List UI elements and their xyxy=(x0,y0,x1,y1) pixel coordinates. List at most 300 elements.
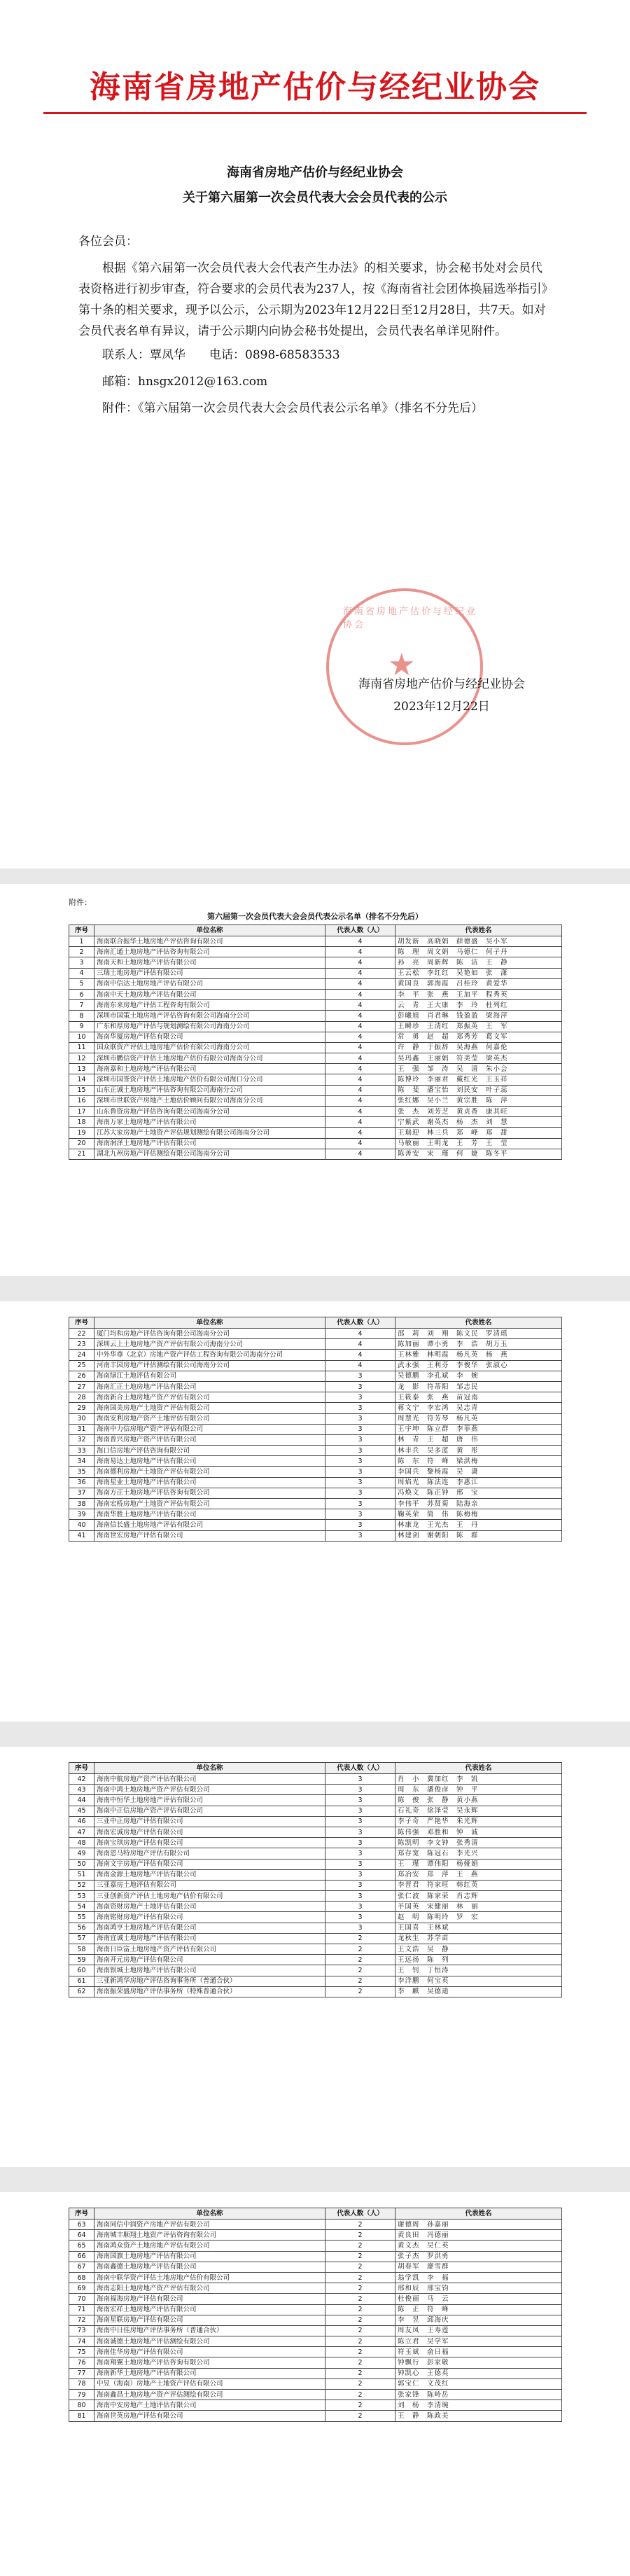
row-rep-names: 李 平 张 燕 王加平 程秀英 xyxy=(396,989,562,999)
row-rep-count: 3 xyxy=(326,1413,396,1424)
row-rep-count: 4 xyxy=(326,1064,396,1074)
row-rep-names: 王 静 陈政美 xyxy=(396,2411,562,2421)
row-rep-count: 3 xyxy=(326,1371,396,1381)
row-rep-names: 龙 影 符蒂阳 邹志民 xyxy=(396,1381,562,1392)
table-row xyxy=(69,1371,562,1381)
row-unit-name: 国众联资产评估土地房地产估价有限公司海南分公司 xyxy=(94,1042,326,1053)
row-rep-names: 宁紫武 谢英杰 杨 杰 刘 慧 xyxy=(396,1117,562,1128)
row-unit-name: 海南鸿亨土地房地产评估有限公司 xyxy=(94,1923,326,1933)
row-rep-names: 云 青 王大康 李 玲 杜列红 xyxy=(396,1000,562,1011)
table-row xyxy=(69,1011,562,1021)
row-rep-count: 4 xyxy=(326,1149,396,1159)
row-index: 50 xyxy=(69,1859,94,1869)
row-rep-count: 3 xyxy=(326,1869,396,1880)
row-rep-count: 4 xyxy=(326,957,396,968)
row-unit-name: 海南日臣富土地房地产资产评估有限公司 xyxy=(94,1944,326,1955)
row-rep-names: 钟凯心 王德英 xyxy=(396,2368,562,2378)
row-rep-count: 2 xyxy=(326,1965,396,1976)
annex-sheet-1 xyxy=(69,896,561,1160)
row-unit-name: 海南星业土地房地产评估有限公司 xyxy=(94,1477,326,1488)
row-rep-names: 李 昱 邱海庆 xyxy=(396,2315,562,2325)
row-index: 38 xyxy=(69,1499,94,1509)
col-header-names: 代表姓名 xyxy=(396,1317,562,1329)
row-unit-name: 海南文宇房地产评估有限公司 xyxy=(94,1859,326,1869)
row-rep-names: 周焰光 陈法连 李惠江 xyxy=(396,1477,562,1488)
table-row xyxy=(69,1827,562,1837)
table-row xyxy=(69,957,562,968)
row-rep-names: 赵 明 陈明玲 罗 宏 xyxy=(396,1912,562,1923)
row-rep-count: 2 xyxy=(326,2294,396,2304)
row-rep-names: 周慧光 符芳琴 杨凡英 xyxy=(396,1413,562,1424)
row-index: 47 xyxy=(69,1827,94,1837)
row-index: 66 xyxy=(69,2251,94,2262)
row-index: 77 xyxy=(69,2368,94,2378)
row-unit-name: 海南鑫德土地房地产评估有限公司 xyxy=(94,2262,326,2272)
row-rep-count: 3 xyxy=(326,1499,396,1509)
row-index: 1 xyxy=(69,936,94,947)
row-index: 32 xyxy=(69,1434,94,1445)
row-index: 41 xyxy=(69,1530,94,1541)
row-rep-count: 2 xyxy=(326,2378,396,2389)
row-rep-names: 陈凯明 李文钟 张秀清 xyxy=(396,1838,562,1848)
row-rep-names: 吴德鹏 李孔斌 李 婉 xyxy=(396,1371,562,1381)
table-row xyxy=(69,1477,562,1488)
row-unit-name: 海南新合土地房地产资产评估有限公司 xyxy=(94,1392,326,1403)
col-header-unit: 单位名称 xyxy=(94,1763,326,1774)
row-index: 23 xyxy=(69,1339,94,1350)
row-rep-count: 4 xyxy=(326,1128,396,1138)
row-rep-names: 谢德周 孙嘉丽 xyxy=(396,2220,562,2230)
row-rep-count: 3 xyxy=(326,1520,396,1530)
row-index: 71 xyxy=(69,2304,94,2315)
table-row xyxy=(69,1488,562,1498)
row-rep-names: 陈 正 符 峰 xyxy=(396,2304,562,2315)
row-unit-name: 海南汇通土地房地产评估咨询有限公司 xyxy=(94,947,326,957)
row-unit-name: 海南中安房地产土地评估有限公司 xyxy=(94,2400,326,2411)
row-unit-name: 海南德利房地产土地资产评估有限公司 xyxy=(94,1467,326,1477)
row-rep-names: 胡发新 高晓娟 薛德盛 吴小军 xyxy=(396,936,562,947)
row-unit-name: 深圳市国策土地房地产评估咨询有限公司海南分公司 xyxy=(94,1011,326,1021)
row-index: 27 xyxy=(69,1381,94,1392)
row-unit-name: 厦门均和房地产评估咨询有限公司海南分公司 xyxy=(94,1329,326,1339)
table-row xyxy=(69,1424,562,1434)
row-rep-names: 王瞬珍 王清红 郑振英 王 军 xyxy=(396,1021,562,1032)
row-rep-count: 3 xyxy=(326,1774,396,1785)
row-rep-count: 4 xyxy=(326,947,396,957)
row-rep-names: 黄良田 冯德丽 xyxy=(396,2230,562,2241)
row-unit-name: 海南世宏房地产评估有限公司 xyxy=(94,1530,326,1541)
table-row xyxy=(69,1085,562,1095)
official-seal-stamp: 海南省房地产估价与经纪业协会 ★ xyxy=(326,588,483,745)
row-index: 19 xyxy=(69,1128,94,1138)
table-row xyxy=(69,1381,562,1392)
row-index: 17 xyxy=(69,1107,94,1117)
row-rep-count: 3 xyxy=(326,1477,396,1488)
row-rep-count: 3 xyxy=(326,1434,396,1445)
row-rep-names: 王林雅 林明霞 杨凡英 杨 燕 xyxy=(396,1350,562,1360)
table-row xyxy=(69,1774,562,1785)
table-row xyxy=(69,1965,562,1976)
row-rep-names: 陈 俊 张 静 黄小燕 xyxy=(396,1795,562,1806)
row-unit-name: 三亚创新资产评估土地房地产估价有限公司 xyxy=(94,1891,326,1902)
row-rep-count: 2 xyxy=(326,2283,396,2294)
row-unit-name: 海南铭财房地产评估有限公司 xyxy=(94,1912,326,1923)
table-row xyxy=(69,2272,562,2283)
row-rep-count: 2 xyxy=(326,1933,396,1944)
table-row xyxy=(69,1456,562,1467)
table-row xyxy=(69,2378,562,2389)
row-rep-names: 陈立君 吴学军 xyxy=(396,2336,562,2347)
row-rep-names: 王远扬 陈 列 xyxy=(396,1955,562,1965)
row-index: 62 xyxy=(69,1986,94,1997)
row-rep-names: 周友凤 王寿莲 xyxy=(396,2325,562,2336)
row-index: 2 xyxy=(69,947,94,957)
row-index: 28 xyxy=(69,1392,94,1403)
row-unit-name: 海南同信中润资产房地产评估有限公司 xyxy=(94,2220,326,2230)
member-table xyxy=(69,2208,562,2422)
table-header-row xyxy=(69,1763,562,1774)
row-rep-names: 王 强 邹 涛 吴 清 朱小会 xyxy=(396,1064,562,1074)
banner-divider xyxy=(43,112,587,114)
row-unit-name: 海南资财房地产土地评估有限公司 xyxy=(94,1902,326,1912)
table-row xyxy=(69,2230,562,2241)
row-index: 11 xyxy=(69,1042,94,1053)
row-rep-names: 鞠英荣 简 伟 陈梅梅 xyxy=(396,1509,562,1520)
row-index: 14 xyxy=(69,1074,94,1085)
table-row xyxy=(69,1042,562,1053)
row-unit-name: 海南世英房地产评估有限公司 xyxy=(94,2411,326,2421)
table-row xyxy=(69,989,562,999)
notice-title-line1: 海南省房地产估价与经纪业协会 xyxy=(227,165,403,180)
table-row xyxy=(69,1434,562,1445)
table-row xyxy=(69,2262,562,2272)
row-rep-count: 3 xyxy=(326,1488,396,1498)
row-unit-name: 海南宝琪房地产评估有限公司 xyxy=(94,1838,326,1848)
table-row xyxy=(69,1891,562,1902)
row-rep-names: 张子杰 罗洪勇 xyxy=(396,2251,562,2262)
table-row xyxy=(69,1446,562,1456)
row-index: 8 xyxy=(69,1011,94,1021)
row-rep-count: 4 xyxy=(326,1138,396,1149)
table-row xyxy=(69,1021,562,1032)
row-unit-name: 海南中恒华土地房地产评估有限公司 xyxy=(94,1795,326,1806)
table-row xyxy=(69,1976,562,1986)
row-unit-name: 江苏大家房地产土地资产评估规划测绘有限公司海南分公司 xyxy=(94,1128,326,1138)
signature-org: 海南省房地产估价与经纪业协会 xyxy=(358,677,525,691)
row-index: 36 xyxy=(69,1477,94,1488)
table-row xyxy=(69,2315,562,2325)
row-index: 33 xyxy=(69,1446,94,1456)
row-rep-names: 王宇坤 陈立群 李菲燕 xyxy=(396,1424,562,1434)
col-header-index: 序号 xyxy=(69,1763,94,1774)
row-rep-count: 4 xyxy=(326,1011,396,1021)
row-rep-count: 2 xyxy=(326,2241,396,2251)
row-index: 18 xyxy=(69,1117,94,1128)
row-rep-names: 张家锋 陈岭岳 xyxy=(396,2390,562,2400)
row-rep-count: 4 xyxy=(326,989,396,999)
col-header-unit: 单位名称 xyxy=(94,925,326,936)
row-rep-names: 蒋文宁 李宏鸿 吴志青 xyxy=(396,1403,562,1413)
notice-title-line2: 关于第六届第一次会员代表大会会员代表的公示 xyxy=(183,191,447,205)
row-rep-names: 李伟平 苏贤菊 陆海亲 xyxy=(396,1499,562,1509)
row-unit-name: 深圳市世联资产房地产土地估价顾问有限公司海南分公司 xyxy=(94,1095,326,1106)
annex-sheet-3 xyxy=(69,1762,561,1997)
annex-page-3 xyxy=(0,1747,630,2167)
row-rep-count: 4 xyxy=(326,1032,396,1042)
row-index: 57 xyxy=(69,1933,94,1944)
row-rep-names: 陈博玲 李丽君 戴红光 王玉祥 xyxy=(396,1074,562,1085)
row-unit-name: 海南国旗土地房地产评估有限公司 xyxy=(94,2251,326,2262)
row-rep-names: 王瑞迎 林三兵 郑 峰 郑 甜 xyxy=(396,1128,562,1138)
row-rep-names: 王 钊 丁恒涛 xyxy=(396,1965,562,1976)
row-index: 34 xyxy=(69,1456,94,1467)
row-index: 12 xyxy=(69,1053,94,1064)
table-row xyxy=(69,1128,562,1138)
row-rep-count: 3 xyxy=(326,1880,396,1890)
row-rep-names: 张红娜 吴小兰 黄宗胜 陈 萍 xyxy=(396,1095,562,1106)
row-rep-count: 4 xyxy=(326,1360,396,1371)
row-index: 16 xyxy=(69,1095,94,1106)
row-unit-name: 海南汇正土地房地产评估有限公司 xyxy=(94,1381,326,1392)
member-table xyxy=(69,925,562,1160)
table-row xyxy=(69,2294,562,2304)
row-index: 58 xyxy=(69,1944,94,1955)
row-rep-names: 李子奇 严艳华 朱光辉 xyxy=(396,1816,562,1827)
row-index: 76 xyxy=(69,2357,94,2368)
row-unit-name: 海南普兴房地产资产评估有限公司 xyxy=(94,1434,326,1445)
row-rep-count: 4 xyxy=(326,1053,396,1064)
table-row xyxy=(69,1869,562,1880)
table-row xyxy=(69,2347,562,2357)
table-row xyxy=(69,1955,562,1965)
table-row xyxy=(69,2325,562,2336)
annex-table-title: 第六届第一次会员代表大会会员代表公示名单（排名不分先后） xyxy=(207,912,423,921)
row-rep-count: 2 xyxy=(326,2251,396,2262)
table-row xyxy=(69,2357,562,2368)
col-header-names: 代表姓名 xyxy=(396,2208,562,2220)
col-header-names: 代表姓名 xyxy=(396,1763,562,1774)
table-row xyxy=(69,1053,562,1064)
row-rep-count: 3 xyxy=(326,1424,396,1434)
row-rep-names: 彭曦旭 肖君琳 钱盈盈 梁海萍 xyxy=(396,1011,562,1021)
row-index: 73 xyxy=(69,2325,94,2336)
row-index: 40 xyxy=(69,1520,94,1530)
row-rep-names: 郭宝仁 文茂红 xyxy=(396,2378,562,2389)
row-rep-count: 4 xyxy=(326,1000,396,1011)
table-row xyxy=(69,2220,562,2230)
table-row xyxy=(69,2411,562,2421)
row-unit-name: 海南中航房地产资产评估有限公司 xyxy=(94,1774,326,1785)
row-rep-names: 李 麒 吴德迪 xyxy=(396,1986,562,1997)
signature-date: 2023年12月22日 xyxy=(393,700,490,714)
row-rep-count: 4 xyxy=(326,1329,396,1339)
row-index: 39 xyxy=(69,1509,94,1520)
row-rep-names: 王国喜 王林斌 xyxy=(396,1923,562,1933)
row-rep-names: 郑冶安 郑 萍 王 燕 xyxy=(396,1869,562,1880)
row-index: 5 xyxy=(69,978,94,989)
row-unit-name: 海南华厦房地产评估有限公司 xyxy=(94,1032,326,1042)
table-row xyxy=(69,1413,562,1424)
row-rep-count: 4 xyxy=(326,1042,396,1053)
table-row xyxy=(69,936,562,947)
annex-sheet-4 xyxy=(69,2208,561,2422)
row-index: 3 xyxy=(69,957,94,968)
table-row xyxy=(69,1499,562,1509)
row-rep-names: 陈善安 宋 瑾 何 婕 陈冬平 xyxy=(396,1149,562,1159)
row-index: 68 xyxy=(69,2272,94,2283)
row-rep-count: 3 xyxy=(326,1912,396,1923)
table-row xyxy=(69,1467,562,1477)
table-row xyxy=(69,1064,562,1074)
row-rep-count: 2 xyxy=(326,2272,396,2283)
org-banner: 海南省房地产估价与经纪业协会 xyxy=(90,69,540,105)
row-rep-count: 3 xyxy=(326,1795,396,1806)
table-row xyxy=(69,1838,562,1848)
row-rep-names: 武永强 王利芬 李俊华 张淑心 xyxy=(396,1360,562,1371)
row-rep-count: 4 xyxy=(326,1095,396,1106)
row-rep-count: 2 xyxy=(326,1976,396,1986)
row-unit-name: 山东鲁资房地产评估咨询有限公司海南分公司 xyxy=(94,1107,326,1117)
row-unit-name: 海南翔翼土地房地产评估咨询有限公司 xyxy=(94,2357,326,2368)
row-unit-name: 深圳市国誉资产评估土地房地产估价有限公司海口分公司 xyxy=(94,1074,326,1085)
row-unit-name: 海南诚德土地房地产评估测绘有限公司 xyxy=(94,2336,326,2347)
row-rep-count: 4 xyxy=(326,978,396,989)
row-rep-names: 马敏丽 王明龙 王 芳 王 莹 xyxy=(396,1138,562,1149)
row-rep-count: 2 xyxy=(326,2390,396,2400)
row-index: 51 xyxy=(69,1869,94,1880)
row-index: 22 xyxy=(69,1329,94,1339)
row-unit-name: 山东正诚土地房地产评估咨询有限公司海南分公司 xyxy=(94,1085,326,1095)
row-rep-count: 2 xyxy=(326,2357,396,2368)
row-index: 30 xyxy=(69,1413,94,1424)
row-rep-count: 4 xyxy=(326,1074,396,1085)
row-unit-name: 海南宏桥房地产土地资产评估有限公司 xyxy=(94,1499,326,1509)
row-unit-name: 三瑞土地房地产评估有限公司 xyxy=(94,968,326,978)
row-rep-count: 3 xyxy=(326,1848,396,1859)
row-rep-count: 3 xyxy=(326,1530,396,1541)
row-rep-names: 李国兵 黎杨霞 吴 潇 xyxy=(396,1467,562,1477)
row-index: 29 xyxy=(69,1403,94,1413)
col-header-index: 序号 xyxy=(69,2208,94,2220)
row-rep-names: 林康龙 王光杰 王 丹 xyxy=(396,1520,562,1530)
table-row xyxy=(69,1880,562,1890)
col-header-count: 代表人数（人） xyxy=(326,1317,396,1329)
row-index: 59 xyxy=(69,1955,94,1965)
row-unit-name: 海南国美房地产土地资产评估有限公司 xyxy=(94,1403,326,1413)
row-rep-count: 4 xyxy=(326,968,396,978)
row-unit-name: 海南绿江土地评估有限公司 xyxy=(94,1371,326,1381)
row-rep-count: 3 xyxy=(326,1785,396,1795)
row-rep-names: 王文浩 吴 静 xyxy=(396,1944,562,1955)
row-index: 37 xyxy=(69,1488,94,1498)
row-index: 20 xyxy=(69,1138,94,1149)
row-index: 44 xyxy=(69,1795,94,1806)
row-rep-count: 3 xyxy=(326,1467,396,1477)
table-header-row xyxy=(69,2208,562,2220)
row-index: 9 xyxy=(69,1021,94,1032)
annex-page-4 xyxy=(0,2192,630,2576)
row-unit-name: 三亚新鸿华房地产评估咨询事务所（普通合伙） xyxy=(94,1976,326,1986)
table-row xyxy=(69,1912,562,1923)
table-row xyxy=(69,1944,562,1955)
row-index: 25 xyxy=(69,1360,94,1371)
table-row xyxy=(69,2336,562,2347)
row-unit-name: 海南东来房地产评估工程咨询有限公司 xyxy=(94,1000,326,1011)
row-index: 79 xyxy=(69,2390,94,2400)
row-rep-names: 郑存宽 陈冠石 李光兴 xyxy=(396,1848,562,1859)
table-row xyxy=(69,1360,562,1371)
row-rep-count: 3 xyxy=(326,1509,396,1520)
salutation: 各位会员： xyxy=(78,235,138,249)
table-row xyxy=(69,1117,562,1128)
row-rep-names: 陈伟强 邓胜和 钟 诚 xyxy=(396,1827,562,1837)
annex-label: 附件： xyxy=(69,898,92,907)
row-unit-name: 海南万家土地房地产评估有限公司 xyxy=(94,1117,326,1128)
annex-page-2 xyxy=(0,1301,630,1722)
col-header-count: 代表人数（人） xyxy=(326,925,396,936)
row-rep-names: 黄文杰 吴仁英 xyxy=(396,2241,562,2251)
row-rep-names: 陈加丽 谭小勇 李 浩 胡万玉 xyxy=(396,1339,562,1350)
row-unit-name: 海南振荣盛房地产评估事务所（特殊普通合伙） xyxy=(94,1986,326,1997)
row-rep-count: 2 xyxy=(326,2262,396,2272)
row-index: 69 xyxy=(69,2283,94,2294)
row-rep-count: 2 xyxy=(326,2368,396,2378)
row-rep-names: 肖 小 冀加红 李 凯 xyxy=(396,1774,562,1785)
row-unit-name: 海南恩马特房地产评估有限公司 xyxy=(94,1848,326,1859)
table-row xyxy=(69,1149,562,1159)
row-rep-count: 4 xyxy=(326,1021,396,1032)
row-rep-count: 2 xyxy=(326,2315,396,2325)
row-index: 24 xyxy=(69,1350,94,1360)
row-rep-count: 3 xyxy=(326,1446,396,1456)
letter-page xyxy=(0,0,630,868)
row-index: 52 xyxy=(69,1880,94,1890)
table-row xyxy=(69,1520,562,1530)
row-rep-names: 陈 东 符 峰 梁洪梅 xyxy=(396,1456,562,1467)
table-row xyxy=(69,1795,562,1806)
row-index: 26 xyxy=(69,1371,94,1381)
row-rep-names: 陈 斐 潘宝怡 刘民安 叶子蕊 xyxy=(396,1085,562,1095)
row-index: 55 xyxy=(69,1912,94,1923)
row-unit-name: 海南中力信房地产资产评估有限公司 xyxy=(94,1424,326,1434)
row-unit-name: 海南宏诚房地产评估有限公司 xyxy=(94,1827,326,1837)
row-unit-name: 海南中鸿土地房地产资产评估有限公司 xyxy=(94,1785,326,1795)
row-unit-name: 海南中日佳房地产评估事务所（普通合伙） xyxy=(94,2325,326,2336)
row-rep-count: 2 xyxy=(326,1955,396,1965)
row-rep-count: 2 xyxy=(326,2230,396,2241)
row-index: 15 xyxy=(69,1085,94,1095)
row-rep-names: 张仁波 陈家荣 肖志辉 xyxy=(396,1891,562,1902)
row-index: 46 xyxy=(69,1816,94,1827)
row-unit-name: 河南丰园房地产评估测绘有限公司海南分公司 xyxy=(94,1360,326,1371)
row-unit-name: 深圳云上土地房地产资产评估有限公司海南分公司 xyxy=(94,1339,326,1350)
row-rep-count: 4 xyxy=(326,1085,396,1095)
row-index: 60 xyxy=(69,1965,94,1976)
row-rep-names: 林 青 王 超 唐 伟 xyxy=(396,1434,562,1445)
row-rep-count: 2 xyxy=(326,2336,396,2347)
row-unit-name: 海南安利房地产资产土地评估有限公司 xyxy=(94,1413,326,1424)
row-rep-names: 杜俊丽 马 云 xyxy=(396,2294,562,2304)
row-index: 10 xyxy=(69,1032,94,1042)
col-header-unit: 单位名称 xyxy=(94,1317,326,1329)
table-row xyxy=(69,1933,562,1944)
row-index: 35 xyxy=(69,1467,94,1477)
table-row xyxy=(69,1785,562,1795)
row-rep-count: 4 xyxy=(326,1117,396,1128)
row-rep-count: 3 xyxy=(326,1891,396,1902)
row-rep-names: 王筱泰 张 燕 苗冠南 xyxy=(396,1392,562,1403)
row-rep-names: 龙秋生 苏学苗 xyxy=(396,1933,562,1944)
